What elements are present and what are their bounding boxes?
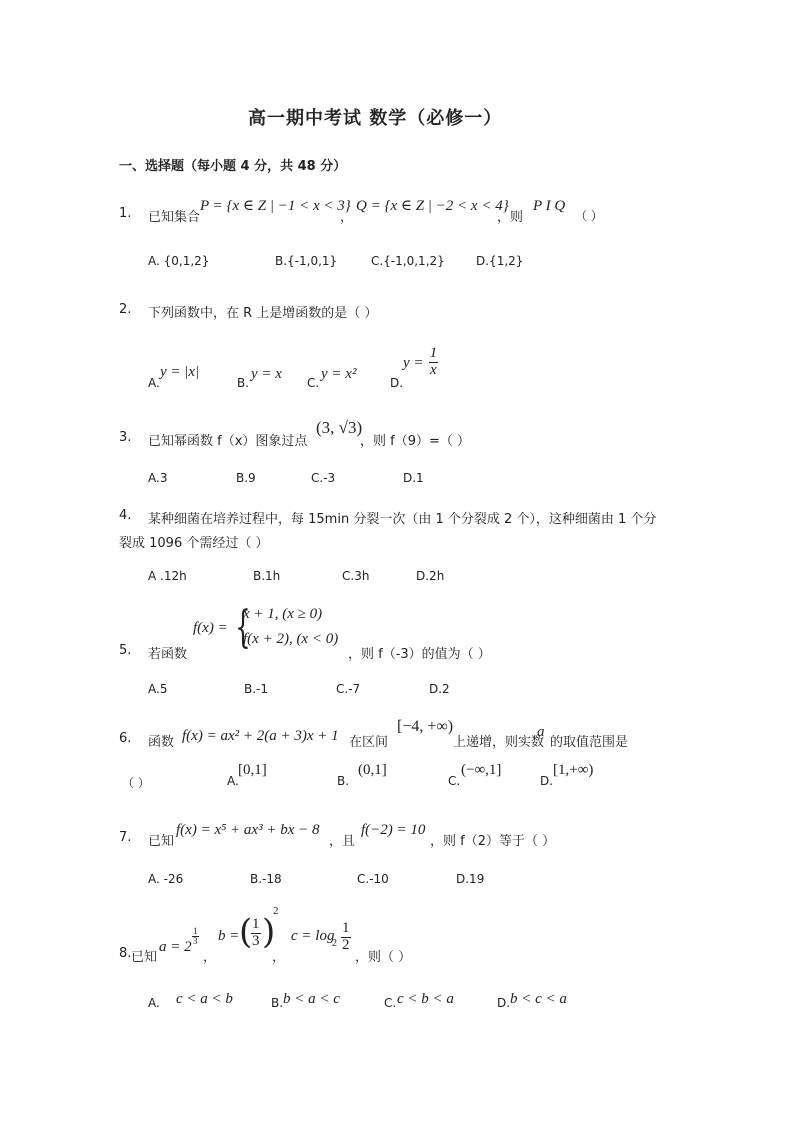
fraction-numerator: 1 [429, 345, 438, 361]
option-b: B.1h [253, 569, 281, 583]
question-text: 已知幂函数 f（x）图象过点 [148, 434, 308, 449]
brace-glyph: { [235, 602, 251, 653]
option-a: A .12h [148, 569, 187, 583]
option-b: B.-1 [244, 682, 269, 696]
option-a: A. {0,1,2} [148, 254, 210, 268]
set-q-formula: Q = {x ∈ Z | −2 < x < 4} [356, 198, 509, 214]
piecewise-case-2: f(x + 2), (x < 0) [243, 631, 339, 647]
option-b: B.-18 [250, 872, 282, 886]
question-text: ，则 [497, 210, 524, 225]
option-d: D.{1,2} [476, 254, 524, 268]
question-text: 已知 [148, 834, 175, 849]
question-number: 5. [119, 643, 132, 658]
fraction [429, 346, 439, 379]
option-a-math: [0,1] [238, 762, 267, 778]
option-d-math [403, 346, 438, 379]
answer-blank: （ ） [575, 209, 603, 223]
page-title: 高一期中考试 数学（必修一） [248, 108, 503, 129]
option-b: B.{-1,0,1} [275, 254, 338, 268]
fraction [251, 917, 261, 950]
question-number: 3. [119, 430, 132, 445]
question-number: 7. [119, 830, 132, 845]
function-formula: f(x) = x⁵ + ax³ + bx − 8 [176, 822, 320, 838]
option-a-label: A. [227, 774, 239, 788]
right-paren-glyph: ) [262, 912, 276, 952]
option-d: D.2h [416, 569, 445, 583]
intersection-expr: P I Q [533, 198, 566, 214]
option-d-label: D. [390, 376, 404, 390]
option-a-label: A. [148, 996, 160, 1010]
question-text: 函数 [148, 735, 175, 750]
exponent: 2 [273, 905, 279, 917]
option-c-label: C. [448, 774, 461, 788]
fraction-numerator: 1 [342, 920, 350, 936]
option-c-math: c < b < a [397, 991, 454, 1007]
option-b-math: (0,1] [358, 762, 387, 778]
exponent-fraction [192, 927, 199, 947]
question-number: 2. [119, 302, 132, 317]
question-text: 的取值范围是 [550, 735, 629, 750]
variable-a: a [537, 724, 545, 740]
fraction-denominator: 3 [252, 932, 260, 949]
fraction-numerator: 1 [193, 926, 198, 936]
option-c-math: (−∞,1] [461, 762, 502, 778]
a-definition: a = 2 [159, 939, 192, 955]
option-d-math: b < c < a [510, 991, 567, 1007]
option-b-math: y = x [251, 366, 282, 382]
option-c-math: y = x² [321, 366, 357, 382]
option-b: B.9 [236, 471, 256, 485]
option-b-label: B. [271, 996, 284, 1010]
option-d-math: [1,+∞) [553, 762, 594, 778]
separator: ， [203, 950, 217, 965]
option-a-math: y = |x| [160, 364, 200, 380]
piecewise-case-1: x + 1, (x ≥ 0) [243, 606, 323, 622]
interval-formula: [−4, +∞) [397, 718, 454, 735]
option-d-math-prefix: y = [403, 354, 424, 371]
option-c-label: C. [307, 376, 320, 390]
option-d: D.2 [429, 682, 450, 696]
option-d-label: D. [540, 774, 554, 788]
option-c: C.3h [342, 569, 370, 583]
fraction-denominator: x [430, 361, 437, 378]
question-text: ，则 f（2）等于（ ） [430, 834, 556, 849]
fraction-denominator: 2 [342, 936, 350, 953]
option-b-label: B. [337, 774, 350, 788]
log-base: 2 [332, 938, 337, 949]
option-c-label: C. [384, 996, 397, 1010]
option-c: C.{-1,0,1,2} [371, 254, 445, 268]
answer-blank: （ ） [122, 776, 150, 790]
option-c: C.-3 [311, 471, 336, 485]
fraction [341, 921, 351, 954]
question-number: 4. [119, 508, 132, 523]
option-b-math: b < a < c [283, 991, 340, 1007]
question-text: ，则（ ） [355, 950, 412, 965]
b-definition: b = [218, 928, 240, 944]
fraction-denominator: 3 [193, 936, 198, 947]
left-paren-glyph: ( [239, 912, 253, 952]
option-a: A.5 [148, 682, 168, 696]
question-text: ， [340, 210, 354, 225]
option-a-math: c < a < b [176, 991, 233, 1007]
function-formula: f(x) = ax² + 2(a + 3)x + 1 [182, 728, 339, 744]
question-text: 上递增，则实数 [453, 735, 545, 750]
point-formula: (3, √3) [316, 418, 363, 437]
option-d: D.1 [403, 471, 424, 485]
option-a-label: A. [148, 376, 160, 390]
fraction-numerator: 1 [252, 916, 260, 932]
question-text-line-1: 某种细菌在培养过程中，每 15min 分裂一次（由 1 个分裂成 2 个），这种细菌由 1 个分 [148, 512, 657, 527]
question-text: ，则 f（9）=（ ） [360, 434, 471, 449]
question-text: 下列函数中，在 R 上是增函数的是（ ） [148, 306, 378, 321]
question-number: 1. [119, 206, 132, 221]
option-b-label: B. [237, 376, 250, 390]
question-number: 8. [119, 946, 132, 961]
piecewise-function-name: f(x) = [193, 620, 228, 636]
question-text: 在区间 [349, 735, 389, 750]
question-text: ，且 [329, 834, 356, 849]
separator: ， [272, 950, 286, 965]
set-p-formula: P = {x ∈ Z | −1 < x < 3} [200, 198, 351, 214]
option-c: C.-10 [357, 872, 389, 886]
question-number: 6. [119, 731, 132, 746]
option-a: A.3 [148, 471, 168, 485]
question-text: 已知 [131, 950, 158, 965]
question-text-line-2: 裂成 1096 个需经过（ ） [119, 536, 269, 551]
c-definition: c = log [291, 928, 335, 944]
question-text: ，则 f（-3）的值为（ ） [348, 647, 491, 662]
section-heading: 一、选择题（每小题 4 分，共 48 分） [119, 159, 347, 174]
option-a: A. -26 [148, 872, 184, 886]
option-d: D.19 [456, 872, 485, 886]
question-text: 已知集合 [148, 210, 201, 225]
option-d-label: D. [497, 996, 511, 1010]
condition-formula: f(−2) = 10 [361, 822, 426, 838]
option-c: C.-7 [336, 682, 361, 696]
question-text: 若函数 [148, 647, 188, 662]
